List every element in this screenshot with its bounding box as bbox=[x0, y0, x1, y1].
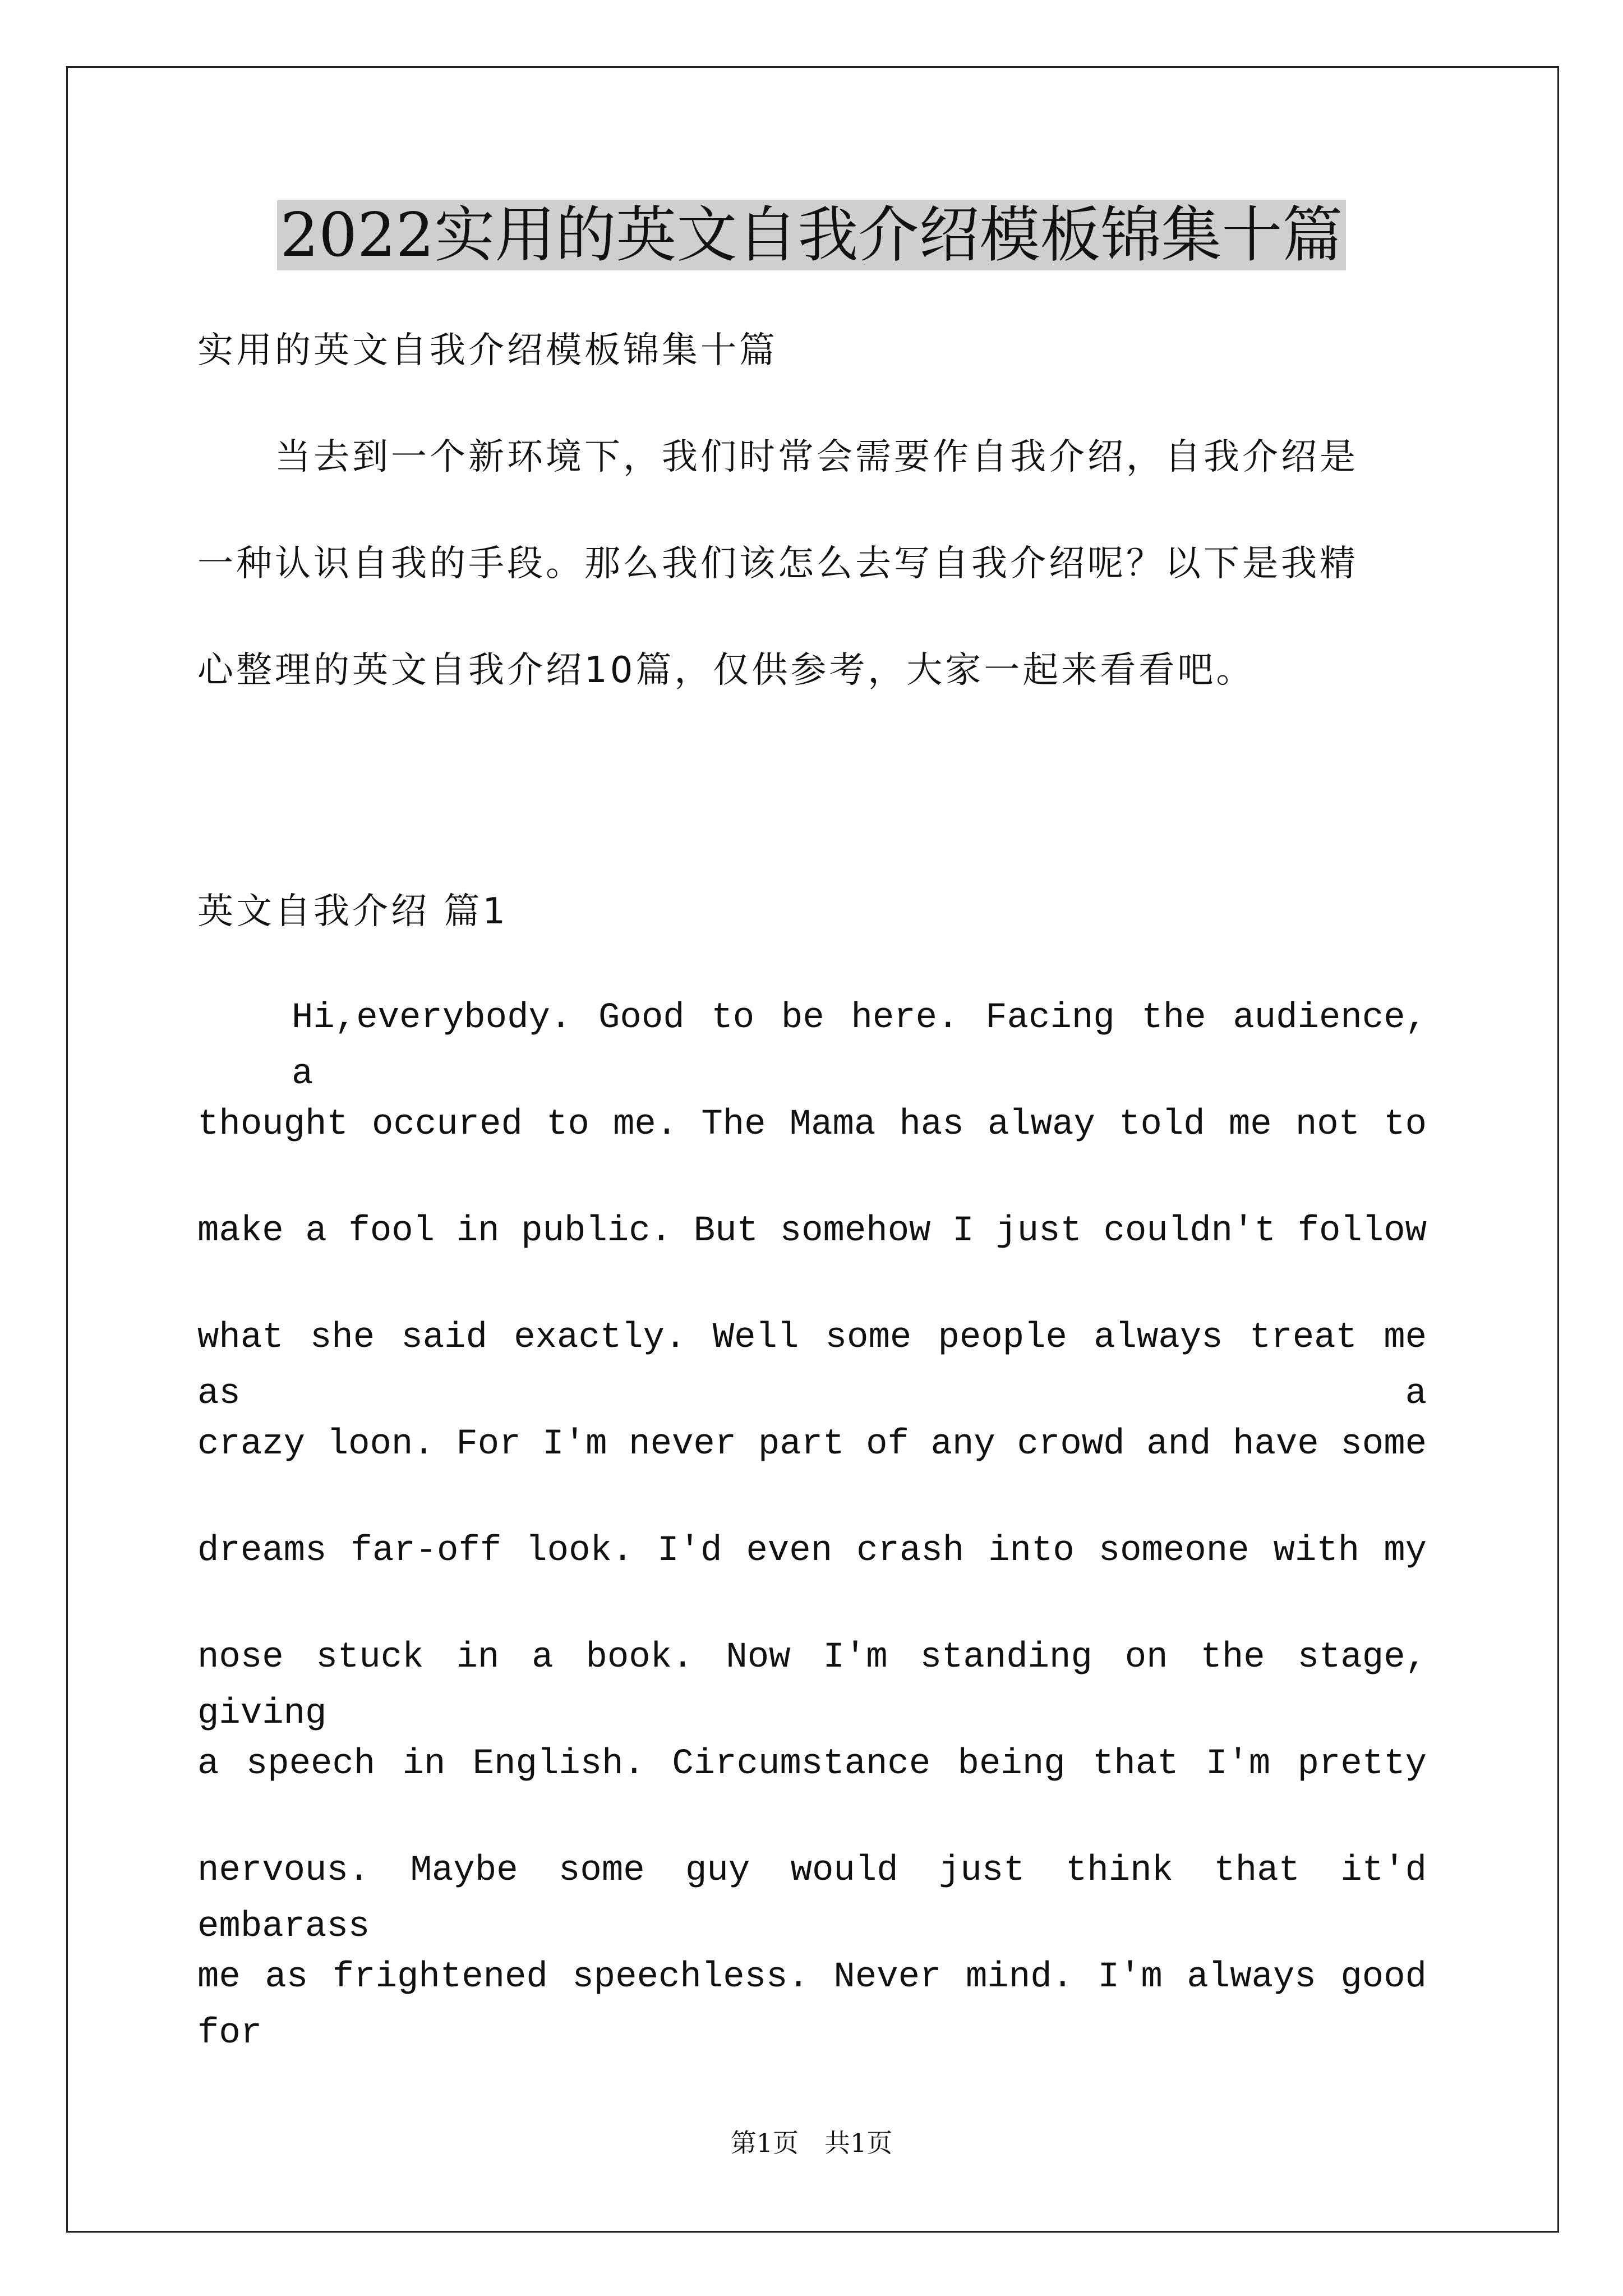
section-line-9: nervous. Maybe some guy would just think that it'd embarass bbox=[197, 1851, 1427, 1947]
document-title bbox=[0, 194, 1623, 278]
section-line-10: me as frightened speechless. Never mind. I'm always good for bbox=[197, 1957, 1427, 2054]
section-line-7: nose stuck in a book. Now I'm standing on the stage, giving bbox=[197, 1637, 1427, 1734]
section-line-6: dreams far-off look. I'd even crash into someone with my bbox=[197, 1531, 1427, 1571]
section-line-3: make a fool in public. But somehow I just couldn't follow bbox=[197, 1211, 1427, 1251]
section-line-4: what she said exactly. Well some people always treat me as a bbox=[197, 1318, 1427, 1414]
document-subtitle: 实用的英文自我介绍模板锦集十篇 bbox=[197, 330, 778, 371]
intro-line-3: 心整理的英文自我介绍10篇，仅供参考，大家一起来看看吧。 bbox=[197, 650, 1255, 691]
intro-line-2: 一种认识自我的手段。那么我们该怎么去写自我介绍呢？以下是我精 bbox=[197, 543, 1358, 585]
section-line-1: Hi,everybody. Good to be here. Facing the audience, a bbox=[292, 998, 1427, 1094]
section-heading: 英文自我介绍 篇1 bbox=[197, 891, 509, 932]
page-number-footer: 第1页 共1页 bbox=[730, 2128, 893, 2158]
section-line-5: crazy loon. For I'm never part of any crowd and have some bbox=[197, 1424, 1427, 1465]
intro-line-1: 当去到一个新环境下，我们时常会需要作自我介绍，自我介绍是 bbox=[197, 436, 1358, 478]
section-line-8: a speech in English. Circumstance being that I'm pretty bbox=[197, 1744, 1427, 1784]
section-line-2: thought occured to me. The Mama has alway told me not to bbox=[197, 1105, 1427, 1145]
document-title-text: 2022实用的英文自我介绍模板锦集十篇 bbox=[277, 200, 1347, 270]
